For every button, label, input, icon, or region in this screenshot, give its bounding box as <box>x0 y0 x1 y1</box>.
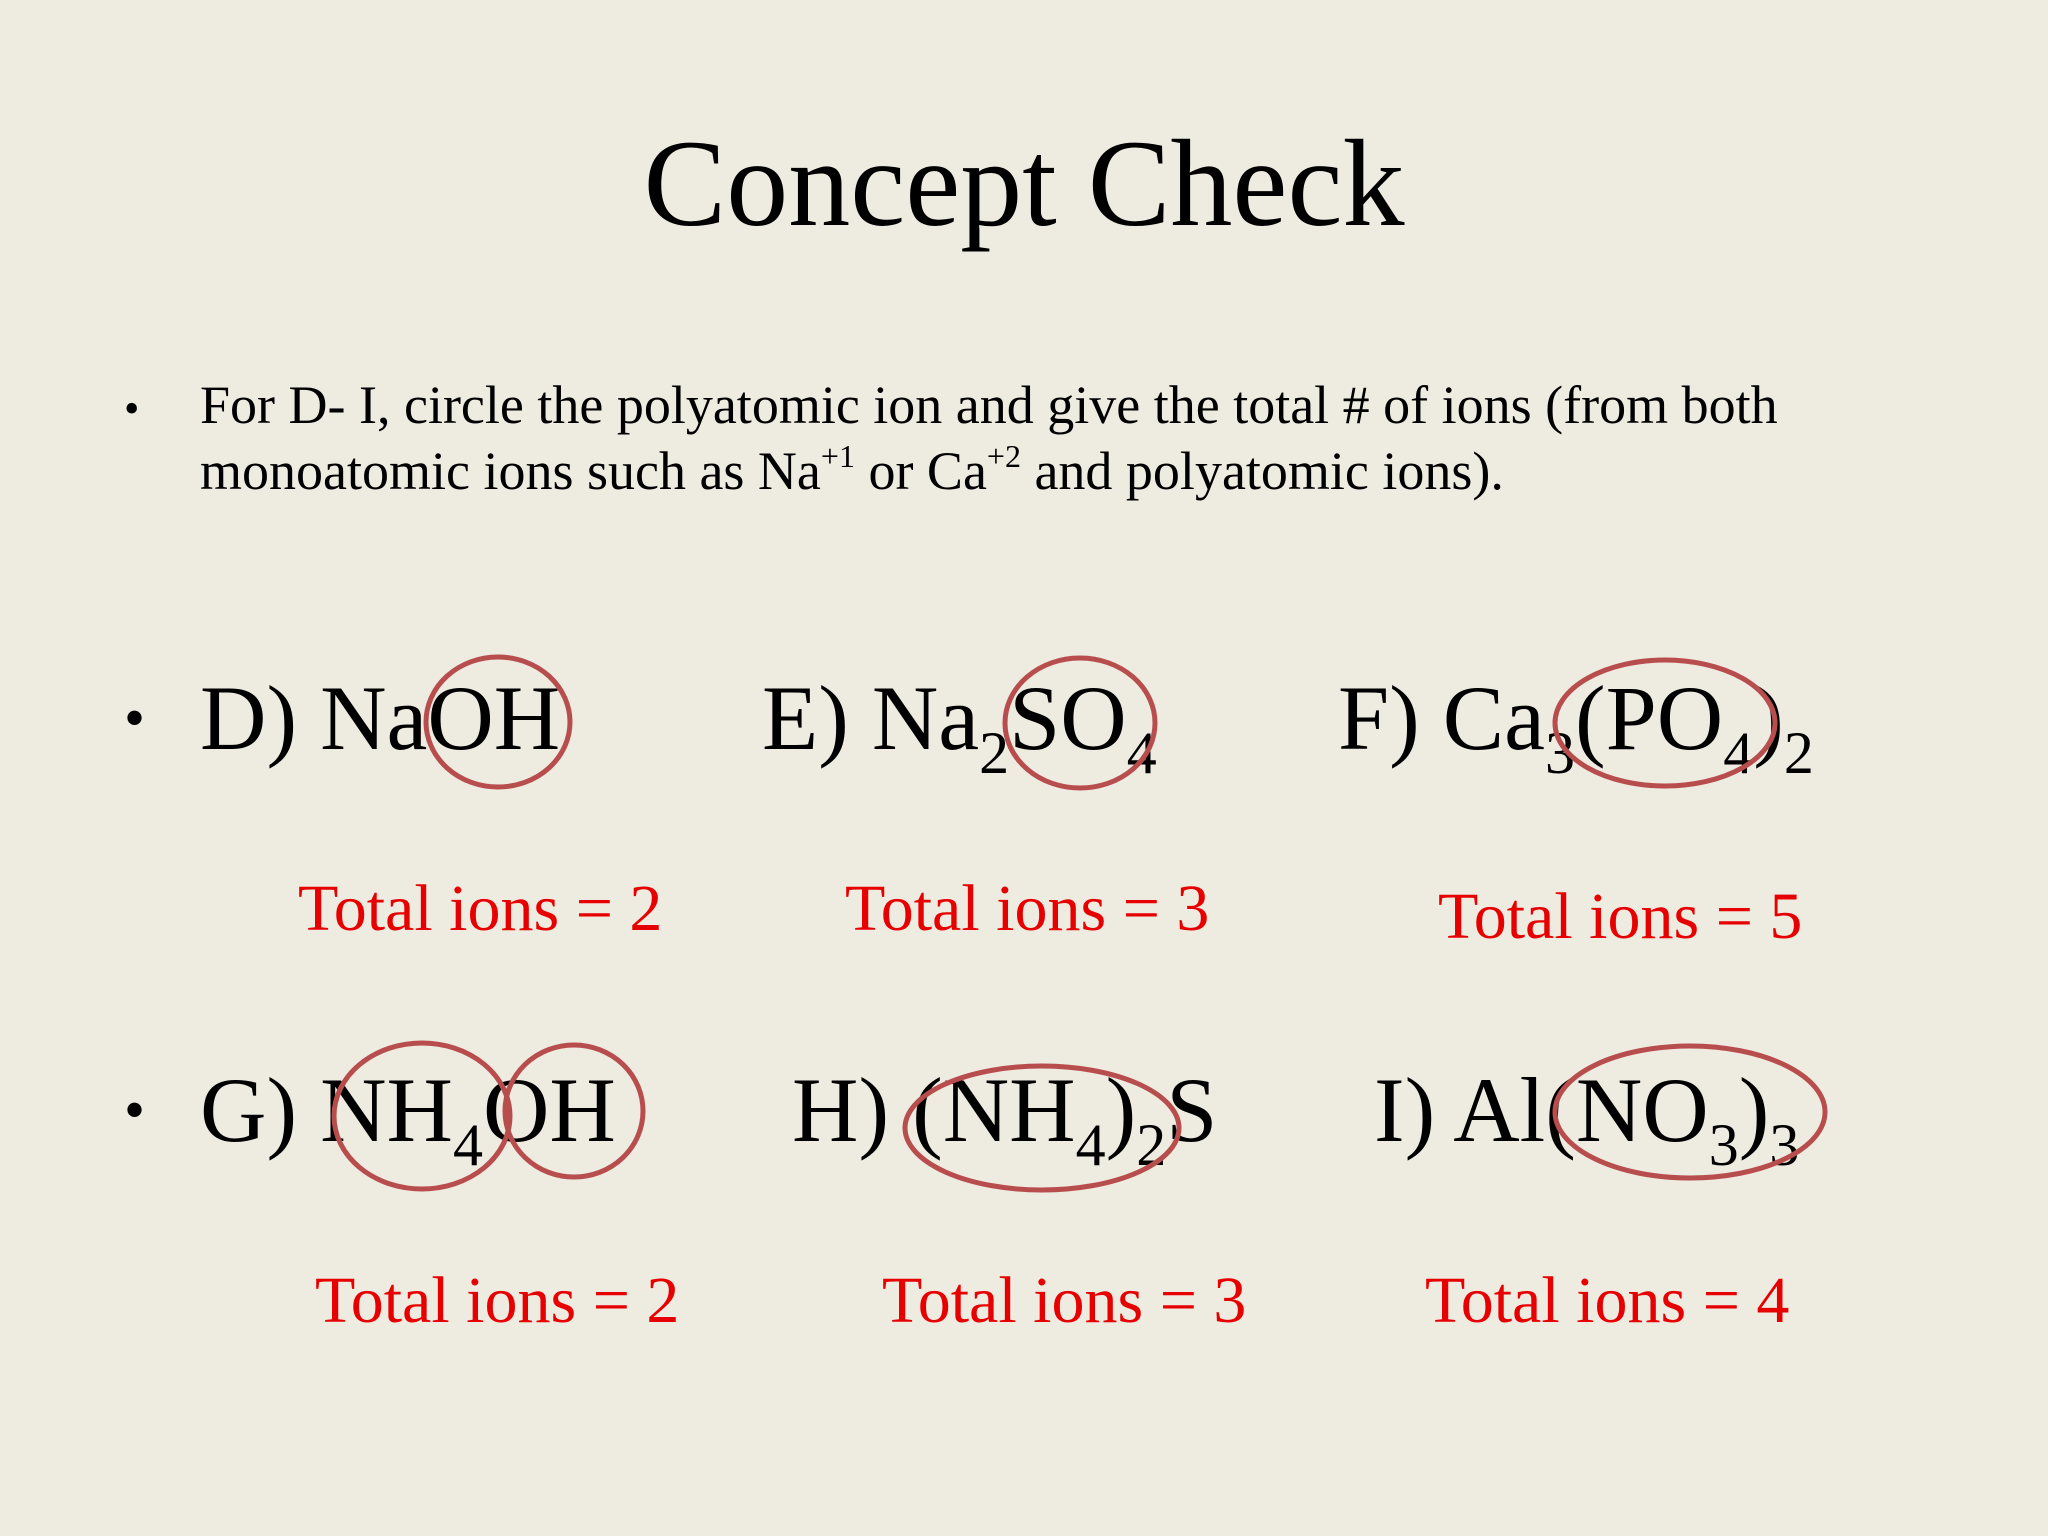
slide-title: Concept Check <box>643 115 1405 252</box>
row-bullet-2: • <box>124 1077 146 1143</box>
problem-i-formula: I) $Al(NO_3)_3$ <box>1374 1059 1800 1178</box>
problem-e-formula: E) $Na_2SO_4$ <box>762 667 1157 786</box>
row-bullet-1: • <box>124 685 146 751</box>
problem-f-total: Total ions = 5 <box>1438 880 1803 953</box>
problem-g-total: Total ions = 2 <box>315 1264 680 1337</box>
problem-d-formula: D) NaOH <box>200 667 561 769</box>
problem-e-total: Total ions = 3 <box>845 872 1210 945</box>
problem-i-total: Total ions = 4 <box>1425 1264 1790 1337</box>
instruction-bullet: • <box>124 384 140 433</box>
problem-h-formula: H) $(NH_4)_2S$ <box>792 1059 1218 1178</box>
problem-d-total: Total ions = 2 <box>298 872 663 945</box>
instruction-text: For D- I, circle the polyatomic ion and give the total # of ions (from both monoatomic ions such as $Na^{+1}$ or $Ca^{+2}$ and polyatomic ions). <box>200 375 1778 501</box>
problem-f-formula: F) $Ca_3(PO_4)_2$ <box>1338 667 1814 786</box>
problem-g-formula: G) $NH_4OH$ <box>200 1059 616 1178</box>
problem-h-total: Total ions = 3 <box>882 1264 1247 1337</box>
